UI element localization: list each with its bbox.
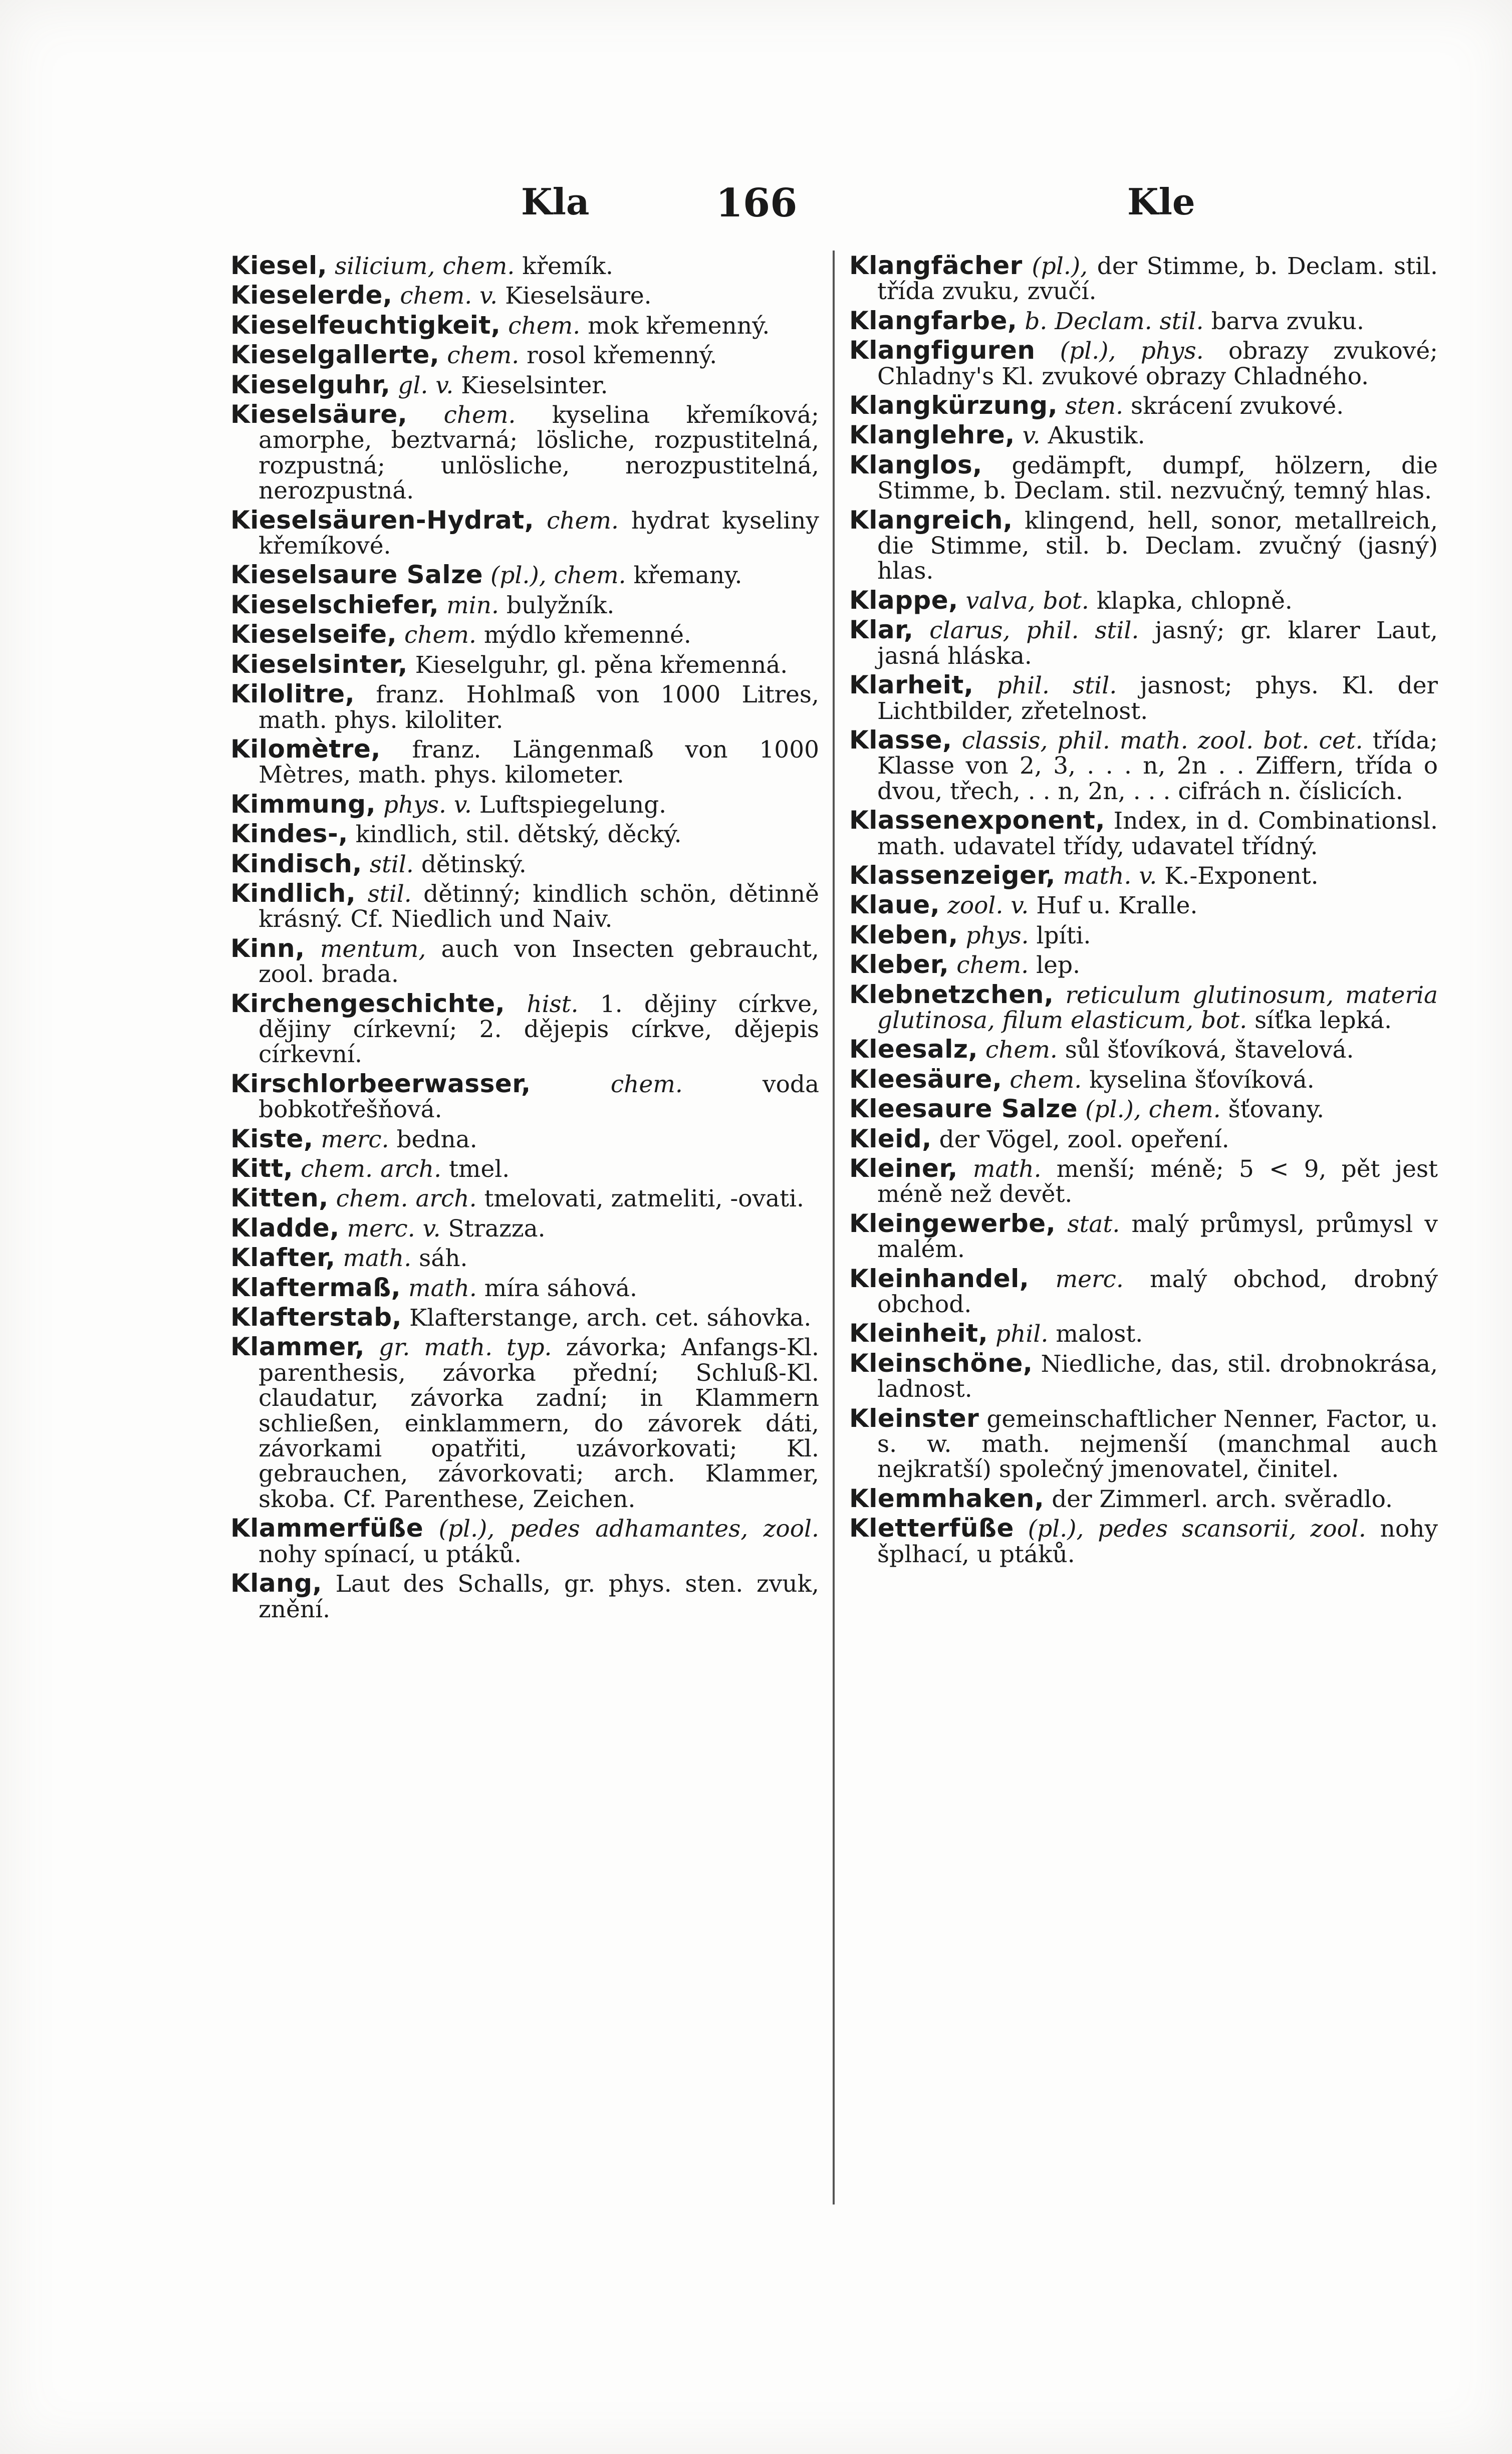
entry-definition: jasnost; phys. Kl. der Lichtbilder, zřetelnost. (877, 672, 1438, 725)
entry-headword: Kleben, (849, 920, 958, 949)
entry-definition: tmelovati, zatmeliti, -ovati. (484, 1185, 804, 1213)
entry-label: (pl.), phys. (1060, 337, 1204, 365)
entry-definition: nohy šplhací, u ptáků. (877, 1515, 1438, 1568)
entry-label: classis, phil. math. zool. bot. cet. (961, 726, 1363, 755)
entry-definition: malý obchod, drobný obchod. (877, 1265, 1438, 1319)
entry-definition: křemany. (633, 562, 742, 590)
entry-definition: Strazza. (448, 1214, 546, 1243)
entry-label: math. (343, 1245, 412, 1273)
dictionary-entry (849, 338, 1438, 389)
entry-headword: Kleinschöne, (849, 1348, 1033, 1378)
dictionary-entry (230, 1571, 819, 1622)
entry-definition: sáh. (419, 1245, 468, 1273)
dictionary-entry (849, 1266, 1438, 1318)
entry-label: chem. (985, 1036, 1058, 1064)
entry-headword: Klangkürzung, (849, 391, 1058, 420)
entry-definition: gemeinschaftlicher Nenner, Factor, u. s. w. math. nejmenší (manchmal auch nejkratší) společný jmenovatel, činitel. (877, 1405, 1438, 1484)
entry-headword: Klammerfüße (230, 1514, 424, 1543)
dictionary-entry (230, 1185, 819, 1211)
entry-definition: křemík. (522, 253, 613, 280)
entry-label: merc. (321, 1125, 389, 1153)
entry-headword: Kieselgallerte, (230, 340, 440, 370)
entry-label: chem. (443, 401, 516, 429)
entry-headword: Klassenzeiger, (849, 860, 1056, 890)
entry-label: math. (408, 1274, 477, 1302)
entry-definition: třída; Klasse von 2, 3, . . . n, 2n . . Ziffern, třída o dvou, třech, . . n, 2n, . . . cifrách n. číslicích. (877, 726, 1438, 805)
entry-label: gl. v. (398, 371, 454, 399)
entry-label: merc. (1055, 1265, 1124, 1293)
entry-label: chem. (547, 507, 619, 535)
dictionary-entry (230, 789, 819, 819)
entry-label: chem. v. (400, 282, 498, 310)
dictionary-entry (230, 1156, 819, 1182)
entry-definition: šťovany. (1228, 1096, 1325, 1124)
right-column (849, 253, 1438, 1571)
entry-definition: nohy spínací, u ptáků. (259, 1540, 522, 1568)
dictionary-entry (849, 505, 1438, 585)
entry-headword: Klang, (230, 1569, 323, 1598)
entry-headword: Klafter, (230, 1243, 336, 1273)
entry-headword: Kirchengeschichte, (230, 989, 506, 1018)
dictionary-entry (230, 592, 819, 618)
entry-definition: franz. Hohlmaß von 1000 Litres, math. phys. kiloliter. (259, 681, 819, 734)
dictionary-entry (230, 283, 819, 309)
dictionary-entry (230, 933, 819, 989)
dictionary-entry (849, 253, 1438, 305)
entry-headword: Kieselguhr, (230, 370, 391, 399)
dictionary-entry (230, 1215, 819, 1242)
entry-label: mentum, (320, 935, 426, 963)
dictionary-entry (849, 1096, 1438, 1122)
entry-definition: mok křemenný. (588, 312, 770, 340)
entry-headword: Kilolitre, (230, 679, 355, 709)
entry-definition: bulyžník. (506, 591, 615, 619)
entry-headword: Klasse, (849, 725, 952, 755)
entry-headword: Kirschlorbeerwasser, (230, 1069, 531, 1098)
entry-definition: mýdlo křemenné. (483, 621, 691, 649)
entry-label: chem. (956, 951, 1029, 979)
entry-label: phil. stil. (996, 672, 1117, 700)
entry-label: clarus, phil. stil. (929, 617, 1139, 645)
entry-definition: jasný; gr. klarer Laut, jasná hláska. (877, 617, 1438, 670)
entry-definition: skrácení zvukové. (1131, 392, 1344, 420)
entry-headword: Kleinster (849, 1403, 979, 1433)
entry-headword: Kieselsäure, (230, 400, 408, 429)
entry-definition: barva zvuku. (1211, 307, 1364, 335)
entry-label: merc. v. (347, 1214, 441, 1243)
entry-headword: Kitt, (230, 1154, 294, 1183)
entry-label: silicium, chem. (335, 253, 515, 280)
entry-label: reticulum glutinosum, materia glutinosa, filum elasticum, bot. (877, 981, 1438, 1034)
dictionary-entry (849, 585, 1438, 615)
entry-headword: Kieselsaure Salze (230, 560, 483, 590)
dictionary-entry (230, 851, 819, 877)
entry-label: stil. (369, 850, 414, 878)
entry-headword: Kleesalz, (849, 1035, 978, 1064)
dictionary-entry (230, 1334, 819, 1512)
entry-definition: Kieselsinter. (461, 371, 608, 399)
entry-definition: 1. dějiny církve, dějiny církevní; 2. dějepis církve, dějepis církevní. (259, 990, 819, 1069)
entry-label: stat. (1067, 1210, 1120, 1238)
dictionary-entry (849, 1516, 1438, 1567)
entry-definition: Huf u. Kralle. (1036, 892, 1198, 920)
dictionary-entry (230, 649, 819, 679)
entry-label: (pl.), (1032, 253, 1088, 280)
entry-definition: gedämpft, dumpf, hölzern, die Stimme, b. Declam. stil. nezvučný, temný hlas. (877, 451, 1438, 505)
dictionary-entry (849, 617, 1438, 669)
entry-headword: Kleber, (849, 950, 949, 979)
dictionary-entry (849, 979, 1438, 1034)
entry-headword: Kilomètre, (230, 734, 381, 764)
dictionary-entry (849, 922, 1438, 948)
entry-headword: Klaue, (849, 890, 940, 920)
entry-definition: voda bobkotřešňová. (259, 1070, 819, 1124)
dictionary-entry (849, 452, 1438, 504)
dictionary-entry (849, 892, 1438, 918)
entry-label: (pl.), chem. (1085, 1096, 1221, 1124)
entry-headword: Klarheit, (849, 670, 974, 700)
entry-definition: franz. Längenmaß von 1000 Mètres, math. phys. kilometer. (259, 735, 819, 789)
dictionary-entry (230, 1275, 819, 1301)
entry-definition: rosol křemenný. (527, 342, 717, 370)
entry-definition: Index, in d. Combinationsl. math. udavatel třídy, udavatel třídný. (877, 807, 1438, 860)
entry-definition: obrazy zvukové; Chladny's Kl. zvukové obrazy Chladného. (877, 337, 1438, 390)
entry-label: valva, bot. (965, 587, 1089, 615)
dictionary-entry (849, 808, 1438, 859)
entry-headword: Kindisch, (230, 849, 362, 878)
entry-headword: Klangfächer (849, 251, 1023, 280)
entry-label: min. (446, 591, 499, 619)
entry-definition: kyselina křemíková; amorphe, beztvarná; lösliche, rozpustitelná, rozpustná; unlösliche, nerozpustitelná, nerozpustná. (259, 401, 819, 505)
entry-headword: Kindes-, (230, 819, 348, 849)
entry-headword: Klanglehre, (849, 420, 1015, 450)
entry-definition: lep. (1036, 951, 1081, 979)
entry-headword: Kieselfeuchtigkeit, (230, 310, 501, 340)
entry-definition: auch von Insecten gebraucht, zool. brada. (259, 935, 819, 989)
entry-headword: Kiesel, (230, 251, 328, 280)
entry-definition: menší; méně; 5 < 9, pět jest méně než devět. (877, 1155, 1438, 1208)
entry-label: zool. v. (947, 892, 1029, 920)
dictionary-entry (230, 402, 819, 504)
entry-label: math. v. (1063, 862, 1157, 890)
entry-headword: Kieselschiefer, (230, 590, 439, 619)
dictionary-entry (230, 991, 819, 1068)
dictionary-entry (849, 1403, 1438, 1484)
entry-definition: bedna. (396, 1125, 477, 1153)
dictionary-entry (849, 860, 1438, 890)
dictionary-entry (849, 1156, 1438, 1207)
dictionary-entry (849, 1126, 1438, 1152)
entry-definition: Niedliche, das, stil. drobnokrása, ladnost. (877, 1350, 1438, 1403)
entry-definition: kyselina šťovíková. (1089, 1066, 1315, 1094)
entry-label: b. Declam. stil. (1025, 307, 1204, 335)
entry-definition: der Stimme, b. Declam. stil. třída zvuku, zvučí. (877, 253, 1438, 306)
dictionary-entry (849, 1321, 1438, 1347)
entry-headword: Klangfarbe, (849, 306, 1018, 335)
dictionary-entry (230, 1126, 819, 1152)
entry-headword: Kleiner, (849, 1154, 958, 1183)
entry-label: chem. (610, 1070, 683, 1098)
header-left-catchword: Kla (521, 180, 590, 223)
entry-headword: Kleid, (849, 1124, 932, 1153)
dictionary-entry (230, 1071, 819, 1123)
dictionary-entry (849, 422, 1438, 448)
entry-label: gr. math. typ. (379, 1334, 552, 1362)
entry-label: phys. v. (383, 791, 472, 819)
entry-headword: Klebnetzchen, (849, 979, 1054, 1009)
entry-label: chem. arch. (301, 1155, 442, 1183)
entry-label: (pl.), pedes scansorii, zool. (1028, 1515, 1366, 1543)
entry-label: chem. arch. (336, 1185, 477, 1213)
entry-headword: Kleingewerbe, (849, 1208, 1056, 1238)
entry-headword: Kiste, (230, 1124, 314, 1153)
entry-definition: míra sáhová. (484, 1274, 637, 1302)
entry-definition: klapka, chlopně. (1096, 587, 1293, 615)
dictionary-entry (230, 734, 819, 789)
entry-definition: dětinný; kindlich schön, dětinně krásný. Cf. Niedlich und Naiv. (259, 880, 819, 933)
entry-headword: Kladde, (230, 1213, 340, 1243)
entry-headword: Kleesäure, (849, 1064, 1002, 1094)
dictionary-entry (230, 342, 819, 368)
entry-definition: lpíti. (1036, 921, 1091, 949)
entry-definition: malý průmysl, průmysl v malém. (877, 1210, 1438, 1264)
entry-label: stil. (367, 880, 412, 908)
entry-definition: síťka lepká. (1254, 1006, 1392, 1034)
dictionary-entry (230, 1305, 819, 1331)
dictionary-entry (230, 1516, 819, 1567)
dictionary-entry (230, 821, 819, 847)
entry-headword: Klammer, (230, 1332, 365, 1362)
entry-headword: Kletterfüße (849, 1514, 1014, 1543)
entry-label: phil. (995, 1320, 1049, 1348)
entry-headword: Klangfiguren (849, 336, 1036, 365)
dictionary-entry (849, 1208, 1438, 1264)
entry-definition: Laut des Schalls, gr. phys. sten. zvuk, znění. (259, 1570, 819, 1623)
dictionary-entry (849, 672, 1438, 724)
entry-headword: Kitten, (230, 1183, 329, 1213)
entry-definition: sůl šťovíková, štavelová. (1065, 1036, 1354, 1064)
dictionary-entry (849, 1064, 1438, 1094)
dictionary-entry (849, 952, 1438, 978)
entry-headword: Klaftermaß, (230, 1273, 401, 1302)
entry-definition: klingend, hell, sonor, metallreich, die Stimme, stil. b. Declam. zvučný (jasný) hlas. (877, 507, 1438, 585)
entry-definition: malost. (1056, 1320, 1143, 1348)
entry-headword: Kieselsäuren-Hydrat, (230, 505, 535, 535)
entry-headword: Kinn, (230, 933, 305, 963)
entry-headword: Klanglos, (849, 450, 982, 479)
dictionary-entry (849, 1486, 1438, 1512)
entry-label: phys. (965, 921, 1029, 949)
entry-headword: Klemmhaken, (849, 1484, 1045, 1513)
entry-definition: K.-Exponent. (1164, 862, 1319, 890)
entry-headword: Kleinhandel, (849, 1264, 1030, 1293)
dictionary-entry (849, 727, 1438, 804)
dictionary-entry (230, 310, 819, 340)
dictionary-entry (230, 505, 819, 560)
entry-definition: hydrat kyseliny křemíkové. (259, 507, 819, 560)
dictionary-entry (230, 372, 819, 398)
dictionary-entry (230, 622, 819, 648)
header-right-catchword: Kle (1127, 180, 1195, 223)
dictionary-entry (230, 878, 819, 933)
entry-headword: Kieselerde, (230, 281, 393, 310)
entry-label: chem. (404, 621, 476, 649)
entry-definition: závorka; Anfangs-Kl. parenthesis, závorka přední; Schluß-Kl. claudatur, závorka zadní; in Klammern schließen, einklammern, do závorek dáti, závorkami opatřiti, uzávorkovati; Kl. gebrauchen, závorkovati; arch. Klammer, skoba. Cf. Parenthese, Zeichen. (259, 1334, 819, 1513)
dictionary-entry (849, 393, 1438, 419)
entry-headword: Klar, (849, 615, 914, 645)
entry-label: chem. (447, 342, 520, 370)
entry-definition: Kieselguhr, gl. pěna křemenná. (415, 651, 788, 679)
entry-definition: der Vögel, zool. opeření. (939, 1125, 1229, 1153)
entry-headword: Kieselseife, (230, 620, 397, 649)
entry-headword: Klassenexponent, (849, 806, 1105, 835)
entry-label: hist. (527, 990, 579, 1018)
entry-definition: Akustik. (1048, 422, 1145, 450)
dictionary-entry (849, 1348, 1438, 1403)
entry-label: (pl.), chem. (490, 562, 626, 590)
dictionary-entry (849, 308, 1438, 334)
entry-headword: Kindlich, (230, 878, 356, 908)
entry-label: v. (1022, 422, 1041, 450)
column-divider (833, 251, 835, 2204)
dictionary-entry (230, 253, 819, 279)
entry-label: math. (972, 1155, 1042, 1183)
entry-headword: Kieselsinter, (230, 649, 408, 679)
left-column (230, 253, 819, 1626)
entry-definition: Luftspiegelung. (479, 791, 667, 819)
page-number: 166 (715, 180, 798, 226)
entry-label: sten. (1065, 392, 1124, 420)
entry-headword: Kimmung, (230, 789, 376, 819)
dictionary-entry (849, 1037, 1438, 1063)
dictionary-entry (230, 562, 819, 588)
entry-headword: Klangreich, (849, 505, 1013, 535)
entry-headword: Kleinheit, (849, 1319, 988, 1348)
entry-definition: tmel. (448, 1155, 510, 1183)
entry-definition: Klafterstange, arch. cet. sáhovka. (409, 1304, 812, 1332)
entry-headword: Klafterstab, (230, 1303, 402, 1332)
dictionary-entry (230, 1245, 819, 1271)
entry-definition: kindlich, stil. dětský, děcký. (355, 821, 682, 849)
entry-label: chem. (1010, 1066, 1082, 1094)
entry-label: (pl.), pedes adhamantes, zool. (438, 1515, 819, 1543)
dictionary-entry (230, 681, 819, 733)
entry-headword: Klappe, (849, 585, 958, 615)
entry-definition: dětinský. (421, 850, 527, 878)
entry-definition: der Zimmerl. arch. svěradlo. (1052, 1485, 1393, 1513)
entry-definition: Kieselsäure. (505, 282, 652, 310)
entry-label: chem. (508, 312, 581, 340)
entry-headword: Kleesaure Salze (849, 1094, 1078, 1124)
